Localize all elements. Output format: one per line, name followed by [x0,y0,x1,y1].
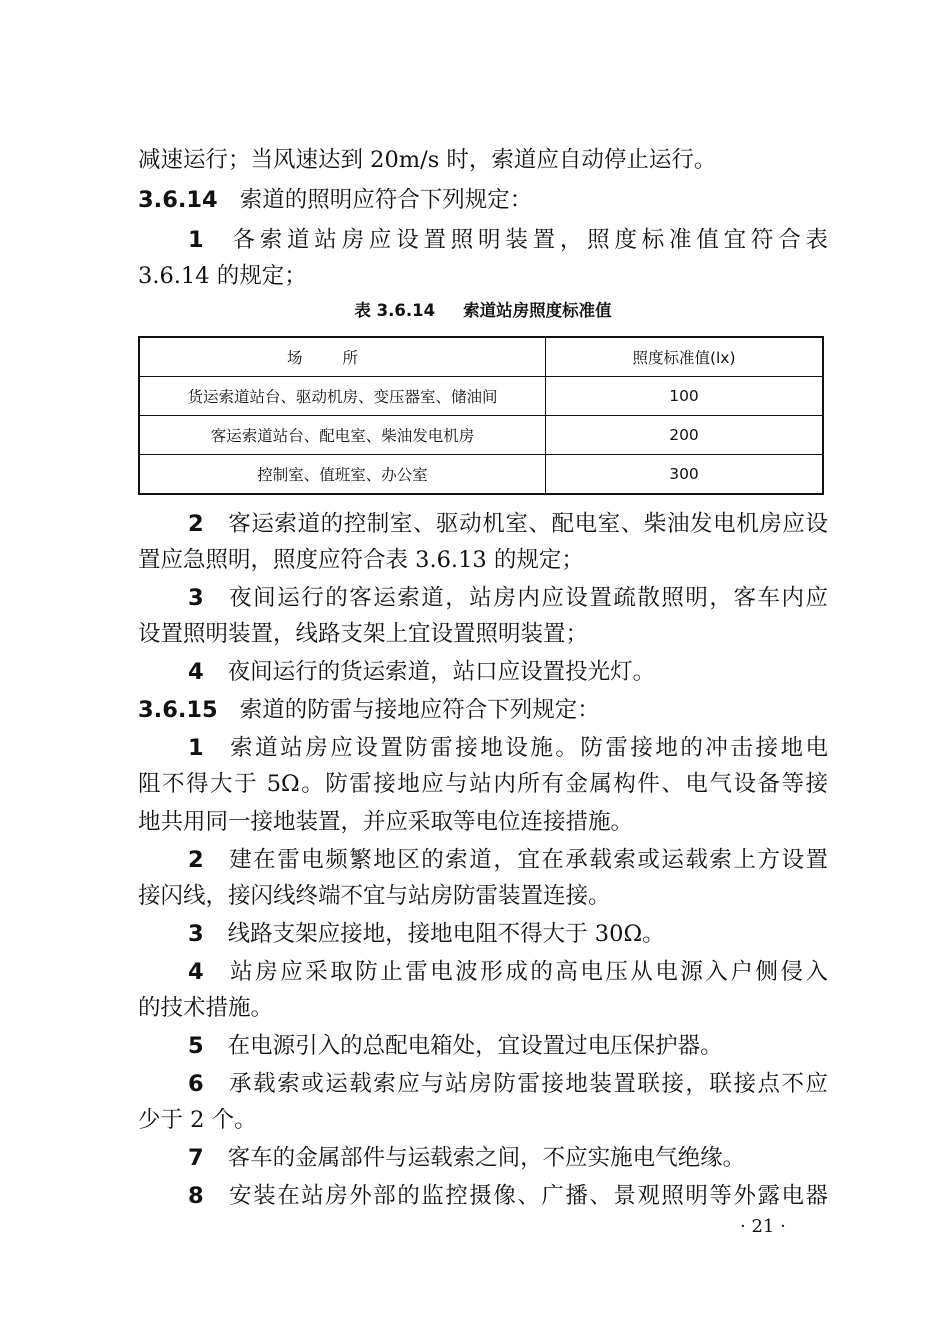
header-location: 场所 [139,337,546,377]
item-number: 1 [188,227,204,253]
list-item-1: 1 索道站房应设置防雷接地设施。防雷接地的冲击接地电 [188,735,828,761]
item-number: 3 [188,585,204,611]
cell-location: 客运索道站台、配电室、柴油发电机房 [139,416,546,455]
section-number: 3.6.15 [138,697,218,723]
text-line: 少于 2 个。 [138,1107,257,1133]
text-line: 3.6.14 的规定； [138,263,307,289]
item-number: 2 [188,511,204,537]
table-caption [138,297,828,321]
list-item-4: 4 站房应采取防止雷电波形成的高电压从电源入户侧侵入 [188,959,828,985]
list-item-3: 3 线路支架应接地，接地电阻不得大于 30Ω。 [188,921,665,947]
item-number: 7 [188,1145,204,1171]
table-row [139,416,823,455]
list-item-8: 8 安装在站房外部的监控摄像、广播、景观照明等外露电器 [188,1183,828,1209]
item-number: 4 [188,659,204,685]
table-row [139,377,823,416]
list-item-5: 5 在电源引入的总配电箱处，宜设置过电压保护器。 [188,1033,723,1059]
text-line: 地共用同一接地装置，并应采取等电位连接措施。 [138,809,634,835]
section-number: 3.6.14 [138,187,218,213]
list-item-6: 6 承载索或运载索应与站房防雷接地装置联接，联接点不应 [188,1071,828,1097]
item-number: 1 [188,735,204,761]
section-heading-3-6-14: 3.6.14 索道的照明应符合下列规定： [138,187,533,213]
list-item-3: 3 夜间运行的客运索道，站房内应设置疏散照明，客车内应 [188,585,828,611]
item-number: 6 [188,1071,204,1097]
table-number: 表 3.6.14 [354,301,436,320]
text-line: 接闪线，接闪线终端不宜与站房防雷装置连接。 [138,883,611,909]
section-heading-3-6-15: 3.6.15 索道的防雷与接地应符合下列规定： [138,697,600,723]
cell-location: 货运索道站台、驱动机房、变压器室、储油间 [139,377,546,416]
text-line: 的技术措施。 [138,995,274,1021]
text-line: 置应急照明，照度应符合表 3.6.13 的规定； [138,547,584,573]
text-line: 减速运行；当风速达到 20m/s 时，索道应自动停止运行。 [138,147,717,173]
item-number: 3 [188,921,204,947]
cell-value: 200 [546,416,824,455]
table-header-row [139,337,823,377]
header-illuminance: 照度标准值(lx) [546,337,824,377]
list-item-1: 1 各索道站房应设置照明装置，照度标准值宜符合表 [188,227,828,253]
table-row [139,455,823,495]
page-number: · 21 · [740,1216,786,1237]
item-number: 8 [188,1183,204,1209]
list-item-7: 7 客车的金属部件与运载索之间，不应实施电气绝缘。 [188,1145,746,1171]
list-item-2: 2 建在雷电频繁地区的索道，宜在承载索或运载索上方设置 [188,847,828,873]
text-line: 阻不得大于 5Ω。防雷接地应与站内所有金属构件、电气设备等接 [138,771,828,797]
item-number: 2 [188,847,204,873]
cell-value: 300 [546,455,824,495]
illuminance-table [138,336,824,495]
item-number: 4 [188,959,204,985]
cell-value: 100 [546,377,824,416]
item-number: 5 [188,1033,204,1059]
table-title: 索道站房照度标准值 [463,301,612,320]
list-item-2: 2 客运索道的控制室、驱动机室、配电室、柴油发电机房应设 [188,511,828,537]
cell-location: 控制室、值班室、办公室 [139,455,546,495]
list-item-4: 4 夜间运行的货运索道，站口应设置投光灯。 [188,659,656,685]
text-line: 设置照明装置，线路支架上宜设置照明装置； [138,621,589,647]
